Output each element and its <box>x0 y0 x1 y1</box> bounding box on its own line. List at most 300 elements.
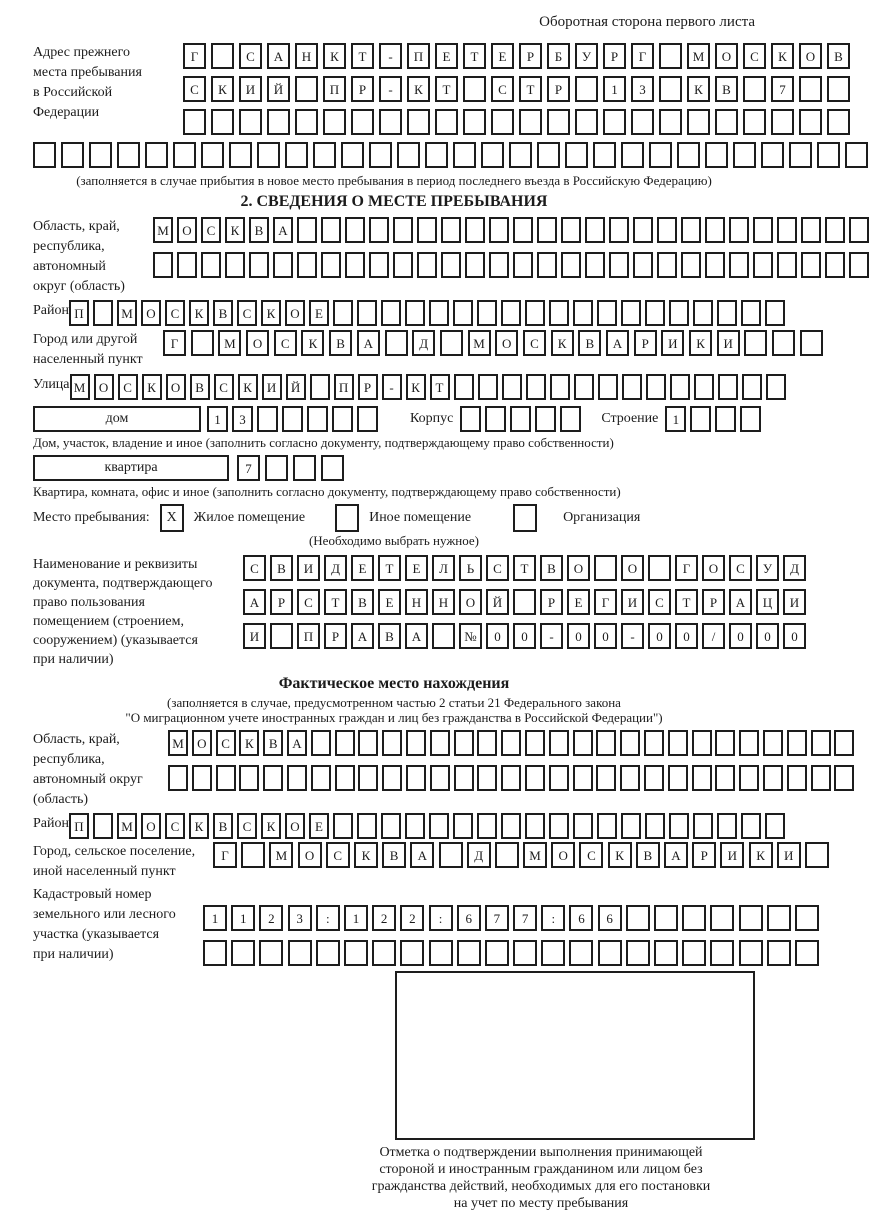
grid-cell[interactable]: П <box>69 300 89 326</box>
grid-cell[interactable] <box>259 940 283 966</box>
grid-cell[interactable] <box>173 142 196 168</box>
grid-cell[interactable] <box>621 300 641 326</box>
grid-cell[interactable] <box>620 765 640 791</box>
grid-cell[interactable] <box>733 142 756 168</box>
grid-cell[interactable]: М <box>153 217 173 243</box>
grid-cell[interactable] <box>429 813 449 839</box>
grid-cell[interactable] <box>485 940 509 966</box>
grid-cell[interactable]: Д <box>783 555 806 581</box>
grid-cell[interactable]: В <box>329 330 352 356</box>
grid-cell[interactable]: К <box>608 842 632 868</box>
grid-cell[interactable] <box>561 217 581 243</box>
grid-cell[interactable] <box>597 300 617 326</box>
grid-cell[interactable] <box>351 109 374 135</box>
grid-cell[interactable]: М <box>687 43 710 69</box>
grid-cell[interactable]: К <box>225 217 245 243</box>
grid-cell[interactable]: В <box>263 730 283 756</box>
grid-cell[interactable] <box>211 43 234 69</box>
grid-cell[interactable]: О <box>459 589 482 615</box>
grid-cell[interactable]: 1 <box>344 905 368 931</box>
grid-cell[interactable]: О <box>495 330 518 356</box>
grid-cell[interactable]: Т <box>351 43 374 69</box>
grid-cell[interactable] <box>549 300 569 326</box>
grid-cell[interactable] <box>541 940 565 966</box>
grid-cell[interactable]: Т <box>675 589 698 615</box>
grid-cell[interactable]: Т <box>430 374 450 400</box>
grid-cell[interactable]: - <box>382 374 402 400</box>
grid-cell[interactable] <box>787 765 807 791</box>
grid-cell[interactable] <box>710 905 734 931</box>
grid-cell[interactable]: Й <box>286 374 306 400</box>
grid-cell[interactable] <box>561 252 581 278</box>
grid-cell[interactable] <box>203 940 227 966</box>
grid-cell[interactable]: В <box>190 374 210 400</box>
grid-cell[interactable] <box>321 455 344 481</box>
grid-cell[interactable]: М <box>269 842 293 868</box>
grid-cell[interactable]: К <box>689 330 712 356</box>
grid-cell[interactable]: О <box>702 555 725 581</box>
grid-cell[interactable] <box>849 252 869 278</box>
grid-cell[interactable] <box>393 217 413 243</box>
grid-cell[interactable]: П <box>407 43 430 69</box>
grid-cell[interactable] <box>229 142 252 168</box>
grid-cell[interactable]: О <box>141 300 161 326</box>
grid-cell[interactable]: 0 <box>783 623 806 649</box>
grid-cell[interactable]: Т <box>324 589 347 615</box>
grid-cell[interactable]: 2 <box>372 905 396 931</box>
grid-cell[interactable] <box>263 765 283 791</box>
grid-cell[interactable] <box>295 76 318 102</box>
grid-cell[interactable] <box>311 765 331 791</box>
grid-cell[interactable] <box>513 217 533 243</box>
grid-cell[interactable] <box>393 252 413 278</box>
grid-cell[interactable] <box>765 813 785 839</box>
grid-cell[interactable] <box>593 142 616 168</box>
grid-cell[interactable] <box>682 940 706 966</box>
grid-cell[interactable] <box>777 217 797 243</box>
stay-type-checkbox-other-premises[interactable] <box>335 504 359 532</box>
grid-cell[interactable]: И <box>262 374 282 400</box>
grid-cell[interactable]: Т <box>519 76 542 102</box>
grid-cell[interactable]: А <box>664 842 688 868</box>
grid-cell[interactable] <box>345 252 365 278</box>
grid-cell[interactable] <box>795 905 819 931</box>
grid-cell[interactable] <box>430 765 450 791</box>
grid-cell[interactable]: Т <box>378 555 401 581</box>
grid-cell[interactable]: Р <box>351 76 374 102</box>
grid-cell[interactable] <box>381 300 401 326</box>
grid-cell[interactable] <box>715 730 735 756</box>
grid-cell[interactable] <box>585 217 605 243</box>
grid-cell[interactable] <box>454 730 474 756</box>
grid-cell[interactable] <box>145 142 168 168</box>
grid-cell[interactable]: С <box>237 300 257 326</box>
grid-cell[interactable] <box>739 905 763 931</box>
grid-cell[interactable]: 3 <box>232 406 253 432</box>
grid-cell[interactable]: Д <box>412 330 435 356</box>
grid-cell[interactable] <box>323 109 346 135</box>
grid-cell[interactable] <box>710 940 734 966</box>
grid-cell[interactable]: В <box>540 555 563 581</box>
grid-cell[interactable] <box>406 730 426 756</box>
grid-cell[interactable] <box>777 252 797 278</box>
grid-cell[interactable]: - <box>379 76 402 102</box>
grid-cell[interactable] <box>525 765 545 791</box>
grid-cell[interactable] <box>489 217 509 243</box>
grid-cell[interactable] <box>249 252 269 278</box>
grid-cell[interactable]: С <box>183 76 206 102</box>
grid-cell[interactable]: В <box>270 555 293 581</box>
grid-cell[interactable] <box>525 300 545 326</box>
grid-cell[interactable] <box>740 406 761 432</box>
grid-cell[interactable]: К <box>771 43 794 69</box>
grid-cell[interactable]: О <box>621 555 644 581</box>
grid-cell[interactable]: 1 <box>231 905 255 931</box>
grid-cell[interactable] <box>257 142 280 168</box>
stay-type-checkbox-organization[interactable] <box>513 504 537 532</box>
grid-cell[interactable]: С <box>237 813 257 839</box>
grid-cell[interactable] <box>491 109 514 135</box>
grid-cell[interactable] <box>502 374 522 400</box>
grid-cell[interactable]: О <box>715 43 738 69</box>
grid-cell[interactable] <box>645 813 665 839</box>
grid-cell[interactable] <box>596 765 616 791</box>
grid-cell[interactable] <box>693 813 713 839</box>
grid-cell[interactable] <box>573 300 593 326</box>
grid-cell[interactable]: С <box>326 842 350 868</box>
grid-cell[interactable] <box>668 765 688 791</box>
grid-cell[interactable] <box>453 142 476 168</box>
stay-type-checkbox-residential[interactable]: X <box>160 504 184 532</box>
grid-cell[interactable]: Й <box>486 589 509 615</box>
grid-cell[interactable] <box>573 765 593 791</box>
grid-cell[interactable]: К <box>189 300 209 326</box>
grid-cell[interactable] <box>168 765 188 791</box>
grid-cell[interactable]: К <box>406 374 426 400</box>
grid-cell[interactable]: С <box>165 813 185 839</box>
grid-cell[interactable] <box>477 730 497 756</box>
grid-cell[interactable] <box>311 730 331 756</box>
grid-cell[interactable]: 0 <box>756 623 779 649</box>
grid-cell[interactable] <box>477 813 497 839</box>
grid-cell[interactable] <box>657 217 677 243</box>
grid-cell[interactable]: И <box>777 842 801 868</box>
grid-cell[interactable] <box>687 109 710 135</box>
grid-cell[interactable]: 3 <box>631 76 654 102</box>
grid-cell[interactable] <box>644 765 664 791</box>
grid-cell[interactable] <box>795 940 819 966</box>
grid-cell[interactable]: С <box>201 217 221 243</box>
grid-cell[interactable] <box>789 142 812 168</box>
grid-cell[interactable] <box>430 730 450 756</box>
grid-cell[interactable]: К <box>211 76 234 102</box>
grid-cell[interactable] <box>805 842 829 868</box>
grid-cell[interactable] <box>297 252 317 278</box>
grid-cell[interactable] <box>525 730 545 756</box>
grid-cell[interactable]: В <box>578 330 601 356</box>
grid-cell[interactable] <box>597 813 617 839</box>
grid-cell[interactable] <box>397 142 420 168</box>
grid-cell[interactable] <box>477 765 497 791</box>
grid-cell[interactable] <box>379 109 402 135</box>
grid-cell[interactable]: А <box>405 623 428 649</box>
grid-cell[interactable] <box>845 142 868 168</box>
grid-cell[interactable] <box>89 142 112 168</box>
grid-cell[interactable] <box>753 217 773 243</box>
grid-cell[interactable]: Е <box>567 589 590 615</box>
grid-cell[interactable]: 1 <box>203 905 227 931</box>
grid-cell[interactable]: И <box>243 623 266 649</box>
grid-cell[interactable]: В <box>249 217 269 243</box>
grid-cell[interactable] <box>834 730 854 756</box>
grid-cell[interactable] <box>241 842 265 868</box>
grid-cell[interactable]: - <box>540 623 563 649</box>
grid-cell[interactable]: А <box>729 589 752 615</box>
grid-cell[interactable]: И <box>720 842 744 868</box>
grid-cell[interactable] <box>333 300 353 326</box>
grid-cell[interactable]: - <box>621 623 644 649</box>
grid-cell[interactable] <box>432 623 455 649</box>
grid-cell[interactable]: М <box>523 842 547 868</box>
grid-cell[interactable] <box>715 109 738 135</box>
grid-cell[interactable] <box>654 905 678 931</box>
grid-cell[interactable] <box>465 252 485 278</box>
grid-cell[interactable] <box>550 374 570 400</box>
grid-cell[interactable] <box>369 252 389 278</box>
grid-cell[interactable] <box>681 217 701 243</box>
grid-cell[interactable]: С <box>648 589 671 615</box>
grid-cell[interactable]: 0 <box>513 623 536 649</box>
grid-cell[interactable]: : <box>429 905 453 931</box>
grid-cell[interactable] <box>231 940 255 966</box>
grid-cell[interactable] <box>345 217 365 243</box>
grid-cell[interactable]: И <box>717 330 740 356</box>
grid-cell[interactable] <box>310 374 330 400</box>
grid-cell[interactable]: Н <box>405 589 428 615</box>
grid-cell[interactable]: Г <box>675 555 698 581</box>
grid-cell[interactable]: П <box>69 813 89 839</box>
grid-cell[interactable] <box>817 142 840 168</box>
grid-cell[interactable] <box>827 76 850 102</box>
grid-cell[interactable] <box>692 765 712 791</box>
grid-cell[interactable] <box>569 940 593 966</box>
grid-cell[interactable]: В <box>827 43 850 69</box>
grid-cell[interactable]: Г <box>631 43 654 69</box>
grid-cell[interactable]: М <box>117 813 137 839</box>
grid-cell[interactable] <box>654 940 678 966</box>
grid-cell[interactable] <box>454 765 474 791</box>
grid-cell[interactable] <box>743 76 766 102</box>
grid-cell[interactable]: О <box>177 217 197 243</box>
grid-cell[interactable]: / <box>702 623 725 649</box>
grid-cell[interactable]: 7 <box>485 905 509 931</box>
grid-cell[interactable] <box>519 109 542 135</box>
grid-cell[interactable] <box>465 217 485 243</box>
grid-cell[interactable] <box>739 765 759 791</box>
grid-cell[interactable] <box>609 217 629 243</box>
grid-cell[interactable] <box>381 813 401 839</box>
grid-cell[interactable] <box>501 300 521 326</box>
grid-cell[interactable]: М <box>117 300 137 326</box>
grid-cell[interactable]: Ц <box>756 589 779 615</box>
grid-cell[interactable] <box>425 142 448 168</box>
grid-cell[interactable]: Й <box>267 76 290 102</box>
grid-cell[interactable]: Д <box>467 842 491 868</box>
grid-cell[interactable] <box>316 940 340 966</box>
grid-cell[interactable] <box>744 330 767 356</box>
grid-cell[interactable] <box>495 842 519 868</box>
grid-cell[interactable] <box>460 406 481 432</box>
grid-cell[interactable]: 7 <box>771 76 794 102</box>
grid-cell[interactable] <box>549 813 569 839</box>
grid-cell[interactable] <box>649 142 672 168</box>
grid-cell[interactable] <box>801 217 821 243</box>
grid-cell[interactable]: П <box>334 374 354 400</box>
grid-cell[interactable] <box>295 109 318 135</box>
grid-cell[interactable]: О <box>551 842 575 868</box>
grid-cell[interactable] <box>297 217 317 243</box>
grid-cell[interactable]: К <box>687 76 710 102</box>
grid-cell[interactable] <box>626 905 650 931</box>
grid-cell[interactable]: О <box>285 300 305 326</box>
grid-cell[interactable] <box>547 109 570 135</box>
grid-cell[interactable]: К <box>261 300 281 326</box>
grid-cell[interactable] <box>270 623 293 649</box>
grid-cell[interactable]: Т <box>463 43 486 69</box>
grid-cell[interactable] <box>285 142 308 168</box>
grid-cell[interactable]: С <box>486 555 509 581</box>
grid-cell[interactable] <box>526 374 546 400</box>
grid-cell[interactable]: К <box>749 842 773 868</box>
grid-cell[interactable] <box>644 730 664 756</box>
grid-cell[interactable]: 7 <box>237 455 260 481</box>
grid-cell[interactable] <box>357 406 378 432</box>
grid-cell[interactable]: В <box>715 76 738 102</box>
grid-cell[interactable] <box>594 555 617 581</box>
grid-cell[interactable] <box>761 142 784 168</box>
grid-cell[interactable] <box>191 330 214 356</box>
grid-cell[interactable] <box>501 813 521 839</box>
grid-cell[interactable]: Р <box>702 589 725 615</box>
grid-cell[interactable] <box>307 406 328 432</box>
grid-cell[interactable]: И <box>661 330 684 356</box>
grid-cell[interactable]: 0 <box>567 623 590 649</box>
grid-cell[interactable]: : <box>316 905 340 931</box>
grid-cell[interactable] <box>763 730 783 756</box>
grid-cell[interactable] <box>288 940 312 966</box>
grid-cell[interactable]: И <box>239 76 262 102</box>
grid-cell[interactable] <box>598 374 618 400</box>
grid-cell[interactable]: К <box>551 330 574 356</box>
grid-cell[interactable] <box>183 109 206 135</box>
grid-cell[interactable]: К <box>142 374 162 400</box>
grid-cell[interactable] <box>357 813 377 839</box>
grid-cell[interactable] <box>501 730 521 756</box>
grid-cell[interactable] <box>192 765 212 791</box>
grid-cell[interactable]: С <box>274 330 297 356</box>
grid-cell[interactable]: 0 <box>729 623 752 649</box>
grid-cell[interactable]: С <box>216 730 236 756</box>
grid-cell[interactable]: 0 <box>675 623 698 649</box>
grid-cell[interactable] <box>439 842 463 868</box>
grid-cell[interactable]: 0 <box>648 623 671 649</box>
grid-cell[interactable] <box>690 406 711 432</box>
grid-cell[interactable]: А <box>287 730 307 756</box>
grid-cell[interactable]: С <box>491 76 514 102</box>
grid-cell[interactable] <box>677 142 700 168</box>
grid-cell[interactable] <box>834 765 854 791</box>
grid-cell[interactable]: О <box>285 813 305 839</box>
grid-cell[interactable] <box>799 76 822 102</box>
grid-cell[interactable]: Е <box>378 589 401 615</box>
grid-cell[interactable] <box>441 217 461 243</box>
grid-cell[interactable] <box>669 300 689 326</box>
grid-cell[interactable] <box>333 813 353 839</box>
grid-cell[interactable] <box>585 252 605 278</box>
grid-cell[interactable] <box>440 330 463 356</box>
grid-cell[interactable] <box>405 813 425 839</box>
grid-cell[interactable] <box>705 217 725 243</box>
grid-cell[interactable] <box>681 252 701 278</box>
grid-cell[interactable] <box>739 730 759 756</box>
grid-cell[interactable] <box>565 142 588 168</box>
grid-cell[interactable] <box>457 940 481 966</box>
grid-cell[interactable] <box>825 252 845 278</box>
grid-cell[interactable] <box>717 300 737 326</box>
grid-cell[interactable] <box>645 300 665 326</box>
grid-cell[interactable] <box>849 217 869 243</box>
grid-cell[interactable] <box>633 252 653 278</box>
grid-cell[interactable]: О <box>141 813 161 839</box>
grid-cell[interactable]: В <box>351 589 374 615</box>
grid-cell[interactable]: С <box>297 589 320 615</box>
grid-cell[interactable]: Г <box>213 842 237 868</box>
grid-cell[interactable] <box>513 940 537 966</box>
grid-cell[interactable]: О <box>298 842 322 868</box>
grid-cell[interactable] <box>765 300 785 326</box>
grid-cell[interactable] <box>513 589 536 615</box>
grid-cell[interactable] <box>239 109 262 135</box>
grid-cell[interactable] <box>335 730 355 756</box>
grid-cell[interactable] <box>694 374 714 400</box>
grid-cell[interactable]: № <box>459 623 482 649</box>
grid-cell[interactable] <box>772 330 795 356</box>
grid-cell[interactable]: О <box>192 730 212 756</box>
grid-cell[interactable]: А <box>243 589 266 615</box>
grid-cell[interactable] <box>739 940 763 966</box>
grid-cell[interactable] <box>239 765 259 791</box>
grid-cell[interactable] <box>216 765 236 791</box>
grid-cell[interactable]: А <box>410 842 434 868</box>
grid-cell[interactable] <box>705 142 728 168</box>
grid-cell[interactable]: С <box>118 374 138 400</box>
grid-cell[interactable] <box>177 252 197 278</box>
grid-cell[interactable]: Р <box>634 330 657 356</box>
grid-cell[interactable] <box>620 730 640 756</box>
grid-cell[interactable] <box>273 252 293 278</box>
grid-cell[interactable]: - <box>379 43 402 69</box>
grid-cell[interactable] <box>767 905 791 931</box>
grid-cell[interactable]: А <box>273 217 293 243</box>
grid-cell[interactable] <box>603 109 626 135</box>
grid-cell[interactable] <box>382 730 402 756</box>
grid-cell[interactable]: А <box>267 43 290 69</box>
grid-cell[interactable] <box>429 300 449 326</box>
grid-cell[interactable] <box>117 142 140 168</box>
grid-cell[interactable] <box>767 940 791 966</box>
grid-cell[interactable] <box>729 217 749 243</box>
grid-cell[interactable]: И <box>783 589 806 615</box>
